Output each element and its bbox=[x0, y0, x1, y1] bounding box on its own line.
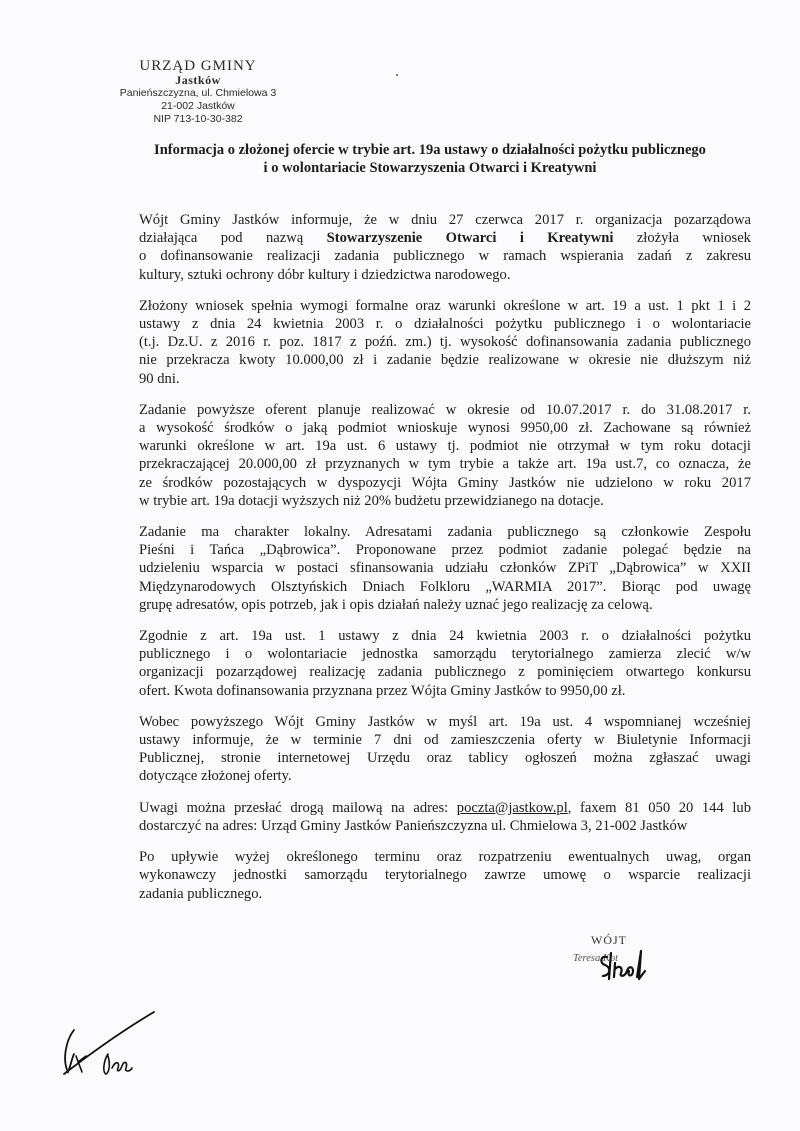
signature-name: Teresa Kot bbox=[573, 953, 619, 964]
text-line: (t.j. Dz.U. z 2016 r. poz. 1817 z poźń. zm.) tj. wysokość dofinansowania zadania publicznego bbox=[139, 334, 751, 351]
stamp-city: Jastków bbox=[175, 73, 221, 87]
stamp-office-name: URZĄD GMINY bbox=[139, 58, 257, 74]
text-line: Zadanie ma charakter lokalny. Adresatami zadania publicznego są członkowie Zespołu bbox=[139, 524, 751, 541]
office-stamp bbox=[108, 58, 288, 126]
text-span: działająca pod nazwą bbox=[139, 230, 327, 247]
text-line: ustawy informuje, że w terminie 7 dni od zamieszczenia oferty w Biuletynie Informacji bbox=[139, 732, 751, 749]
text-line: organizacji pozarządowej realizację zadania publicznego z pominięciem otwartego konkursu bbox=[139, 664, 751, 681]
email-link[interactable]: poczta@jastkow.pl bbox=[456, 799, 568, 816]
text-line: Wójt Gminy Jastków informuje, że w dniu 27 czerwca 2017 r. organizacja pozarządowa bbox=[139, 212, 751, 228]
text-line: zadania publicznego. bbox=[139, 885, 263, 902]
paragraph-local-character bbox=[139, 523, 751, 614]
text-line: Złożony wniosek spełnia wymogi formalne oraz warunki określone w art. 19 a ust. 1 pkt 1 i 2 bbox=[139, 297, 751, 314]
handwritten-signature-icon bbox=[581, 941, 671, 991]
stamp-address: Panieńszczyzna, ul. Chmielowa 3 bbox=[119, 87, 277, 99]
text-span: , faxem 81 050 20 144 lub bbox=[567, 799, 752, 816]
text-line: w trybie art. 19a dotacji wyższych niż 20% budżetu przewidzianego na dotacje. bbox=[139, 492, 604, 509]
document-title bbox=[110, 141, 750, 177]
document-body bbox=[139, 211, 751, 916]
paragraph-conclusion bbox=[139, 848, 751, 903]
stamp-nip: NIP 713-10-30-382 bbox=[153, 113, 243, 125]
text-line: ofert. Kwota dofinansowania przyznana przez Wójta Gminy Jastków to 9950,00 zł. bbox=[139, 682, 626, 699]
handwritten-initials-icon bbox=[60, 1010, 160, 1080]
text-line: Wobec powyższego Wójt Gminy Jastków w myśl art. 19a ust. 4 wspomnianej wcześniej bbox=[139, 713, 751, 730]
text-line: Zadanie powyższe oferent planuje realizować w okresie od 10.07.2017 r. do 31.08.2017 r. bbox=[139, 401, 751, 418]
stamp-postal-code: 21-002 Jastków bbox=[161, 100, 235, 112]
text-line: ze środków pozostających w dyspozycji Wójta Gminy Jastków nie udzielono w roku 2017 bbox=[139, 474, 751, 491]
organization-name: Stowarzyszenie Otwarci i Kreatywni bbox=[326, 230, 614, 247]
text-line: o dofinansowanie realizacji zadania publicznego w ramach wspierania zadań z zakresu bbox=[139, 248, 751, 265]
initials-signature bbox=[60, 1010, 160, 1084]
text-span: Uwagi można przesłać drogą mailową na adres: bbox=[139, 799, 457, 816]
scan-speck bbox=[396, 74, 398, 76]
text-span: złożyła wniosek bbox=[613, 230, 751, 247]
text-line: ustawy z dnia 24 kwietnia 2003 r. o działalności pożytku publicznego i o wolontariacie bbox=[139, 316, 751, 333]
text-line: wykonawczy jednostki samorządu terytorialnego zawrze umowę o wsparcie realizacji bbox=[139, 867, 751, 884]
text-line bbox=[139, 229, 751, 247]
text-line: Międzynarodowych Olsztyńskich Dniach Folkloru „WARMIA 2017”. Biorąc pod uwagę bbox=[139, 578, 751, 595]
text-line: grupę adresatów, opis potrzeb, jak i opis działań należy uznać jego realizację za celową. bbox=[139, 596, 653, 613]
title-line-1: Informacja o złożonej ofercie w trybie art. 19a ustawy o działalności pożytku publicznego bbox=[154, 142, 706, 158]
paragraph-legal-basis bbox=[139, 627, 751, 700]
signature-role: WÓJT bbox=[591, 933, 627, 947]
text-line: warunki określone w art. 19a ust. 6 ustawy tj. podmiot nie otrzymał w tym roku dotacji bbox=[139, 438, 751, 455]
paragraph-contact bbox=[139, 799, 751, 835]
text-line: kultury, sztuki ochrony dóbr kultury i dziedzictwa narodowego. bbox=[139, 266, 511, 283]
text-line: udzieleniu wsparcia w postaci sfinansowania udziału członków ZPiT „Dąbrowica” w XXII bbox=[139, 560, 751, 577]
text-line: publicznego i o wolontariacie jednostka samorządu terytorialnego zamierza zlecić w/w bbox=[139, 646, 751, 663]
text-line: Zgodnie z art. 19a ust. 1 ustawy z dnia 24 kwietnia 2003 r. o działalności pożytku bbox=[139, 628, 751, 645]
paragraph-submission bbox=[139, 211, 751, 284]
text-line: a wysokość środków o jaką podmiot wnioskuje wynosi 9950,00 zł. Zachowane są również bbox=[139, 420, 751, 437]
text-line: Publicznej, stronie internetowej Urzędu oraz tablicy ogłoszeń można zgłaszać uwagi bbox=[139, 750, 751, 767]
text-line: dostarczyć na adres: Urząd Gminy Jastków Panieńszczyzna ul. Chmielowa 3, 21-002 Jastków bbox=[139, 817, 688, 834]
text-line: 90 dni. bbox=[139, 370, 180, 387]
text-line: przekraczającej 20.000,00 zł przyznanych w tym trybie a także art. 19a ust.7, co oznacza, że bbox=[139, 456, 751, 473]
title-line-2: i o wolontariacie Stowarzyszenia Otwarci i Kreatywni bbox=[263, 160, 597, 176]
text-line: Po upływie wyżej określonego terminu oraz rozpatrzeniu ewentualnych uwag, organ bbox=[139, 849, 751, 866]
text-line: Pieśni i Tańca „Dąbrowica”. Proponowane przez podmiot zadanie polegać będzie na bbox=[139, 542, 751, 559]
paragraph-comment-period bbox=[139, 713, 751, 786]
text-line bbox=[139, 799, 751, 817]
mayor-signature-block bbox=[573, 933, 673, 993]
paragraph-period-and-amount bbox=[139, 401, 751, 510]
text-line: dotyczące złożonej oferty. bbox=[139, 768, 292, 785]
paragraph-formal-requirements bbox=[139, 297, 751, 388]
text-line: nie przekracza kwoty 10.000,00 zł i zadanie będzie realizowane w okresie nie dłuższym niż bbox=[139, 352, 751, 369]
